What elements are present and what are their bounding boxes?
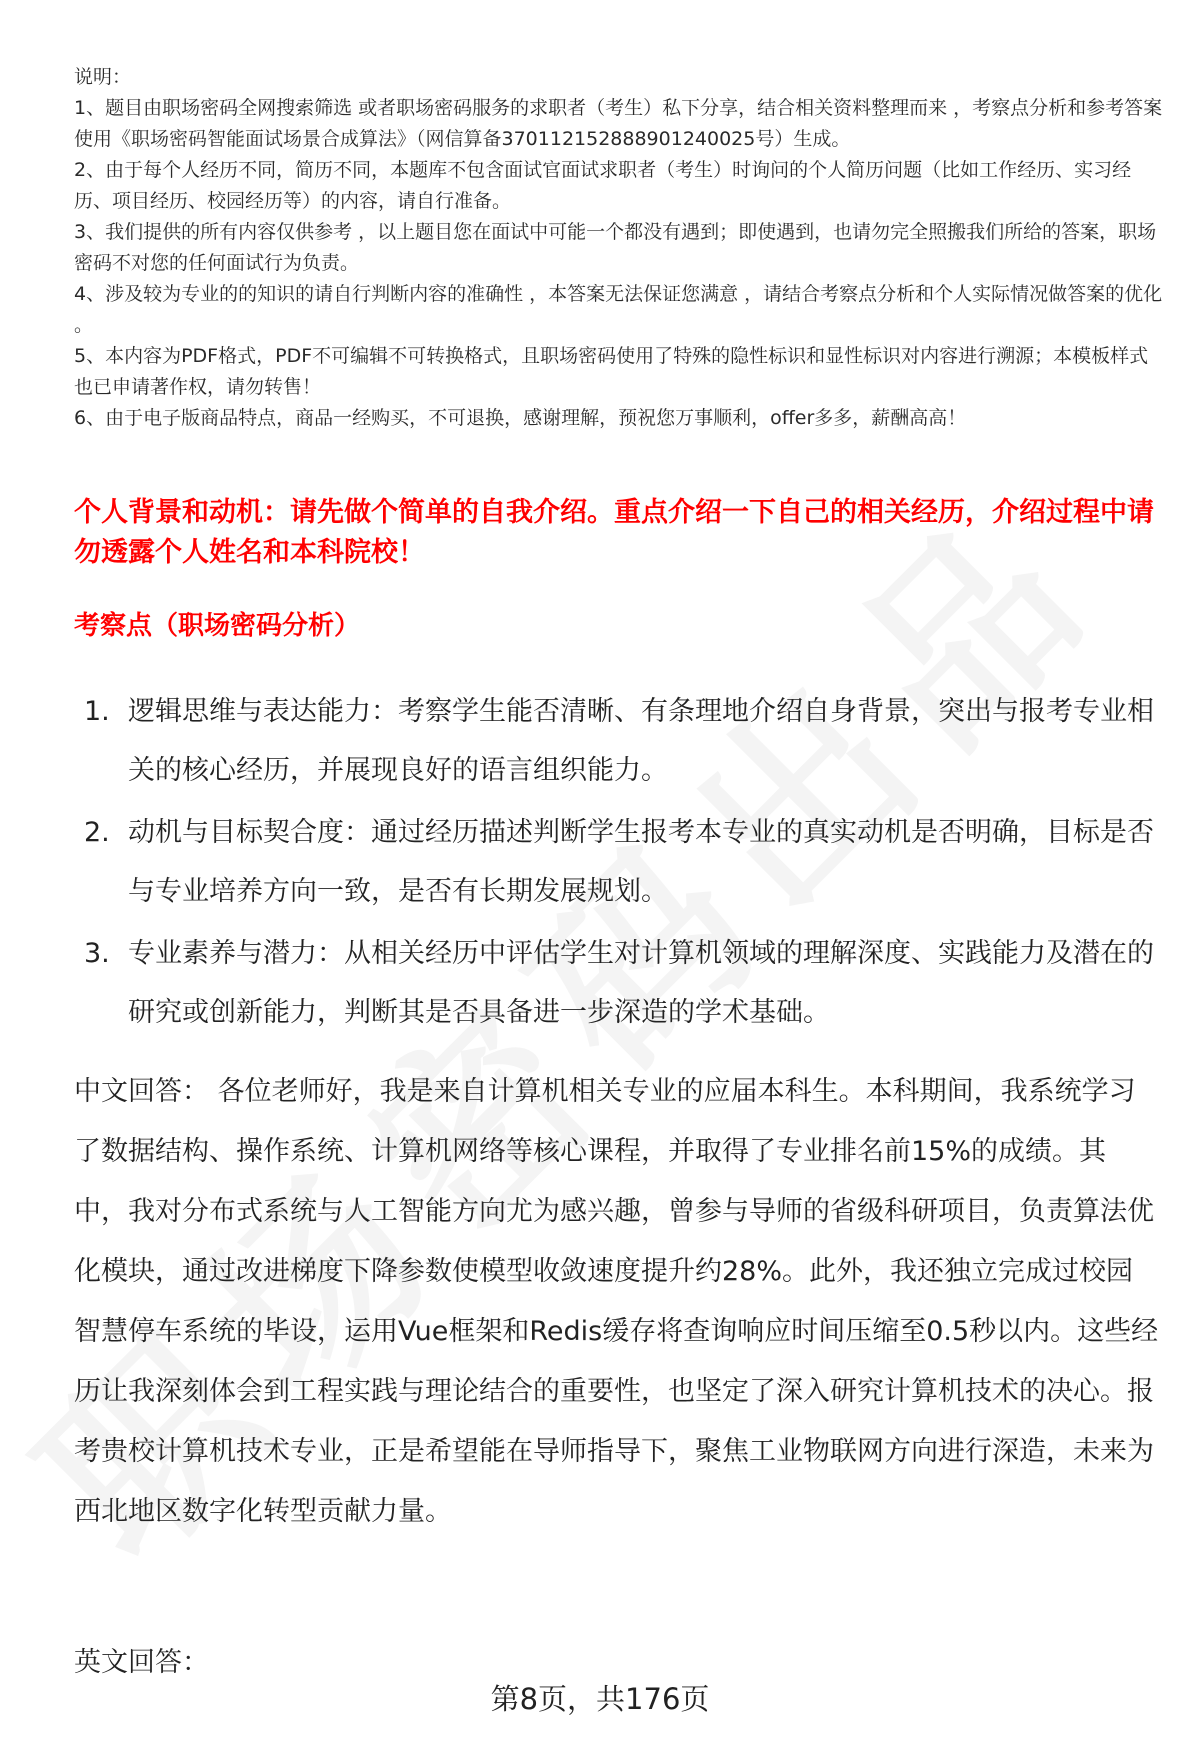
point-number: 3. (84, 938, 110, 969)
point-text: 专业素养与潜力：从相关经历中评估学生对计算机领域的理解深度、实践能力及潜在的研究或创新能力，判断其是否具备进一步深造的学术基础。 (128, 938, 1154, 1028)
notice-item-2: 2、由于每个人经历不同，简历不同，本题库不包含面试官面试求职者（考生）时询问的个人简历问题（比如工作经历、实习经历、项目经历、校园经历等）的内容，请自行准备。 (74, 159, 1132, 212)
point-number: 1. (84, 696, 110, 727)
english-answer-label: 英文回答： (74, 1647, 209, 1678)
chinese-answer: 中文回答： 各位老师好，我是来自计算机相关专业的应届本科生。本科期间，我系统学习了数据结构、操作系统、计算机网络等核心课程，并取得了专业排名前15%的成绩。其中，我对分布式系统与人工智能方向尤为感兴趣，曾参与导师的省级科研项目，负责算法优化模块，通过改进梯度下降参数使模型收敛速度提升约28%。此外，我还独立完成过校园智慧停车系统的毕设，运用Vue框架和Redis缓存将查询响应时间压缩至0.5秒以内。这些经历让我深刻体会到工程实践与理论结合的重要性，也坚定了深入研究计算机技术的决心。报考贵校计算机技术专业，正是希望能在导师指导下，聚焦工业物联网方向进行深造，未来为西北地区数字化转型贡献力量。 (74, 1076, 1159, 1527)
notice-item-1: 1、题目由职场密码全网搜索筛选 或者职场密码服务的求职者（考生）私下分享，结合相关资料整理而来 ，考察点分析和参考答案使用《职场密码智能面试场景合成算法》（网信算备370112152888901240025号）生成。 (74, 97, 1163, 150)
notice-heading: 说明： (74, 66, 132, 88)
notice-item-6: 6、由于电子版商品特点，商品一经购买，不可退换，感谢理解，预祝您万事顺利，offer多多，薪酬高高！ (74, 407, 967, 429)
question-heading: 个人背景和动机：请先做个简单的自我介绍。重点介绍一下自己的相关经历，介绍过程中请勿透露个人姓名和本科院校！ (74, 497, 1154, 568)
notice-item-3: 3、我们提供的所有内容仅供参考 ，以上题目您在面试中可能一个都没有遇到；即使遇到，也请勿完全照搬我们所给的答案，职场密码不对您的任何面试行为负责。 (74, 221, 1157, 274)
point-item (74, 924, 1154, 1042)
point-text: 动机与目标契合度：通过经历描述判断学生报考本专业的真实动机是否明确，目标是否与专业培养方向一致，是否有长期发展规划。 (128, 817, 1154, 907)
notice-section (74, 62, 1164, 434)
page-footer: 第8页，共176页 (490, 1682, 710, 1716)
point-number: 2. (84, 817, 110, 848)
notice-item-4: 4、涉及较为专业的的知识的请自行判断内容的准确性 ，本答案无法保证您满意 ，请结合考察点分析和个人实际情况做答案的优化 。 (74, 283, 1163, 336)
notice-item-5: 5、本内容为PDF格式，PDF不可编辑不可转换格式，且职场密码使用了特殊的隐性标识和显性标识对内容进行溯源；本模板样式也已申请著作权，请勿转售！ (74, 345, 1149, 398)
points-title: 考察点（职场密码分析） (74, 611, 361, 641)
point-item (74, 803, 1154, 921)
points-list (74, 682, 1154, 1045)
point-item (74, 682, 1154, 800)
point-text: 逻辑思维与表达能力：考察学生能否清晰、有条理地介绍自身背景，突出与报考专业相关的核心经历，并展现良好的语言组织能力。 (128, 696, 1154, 786)
